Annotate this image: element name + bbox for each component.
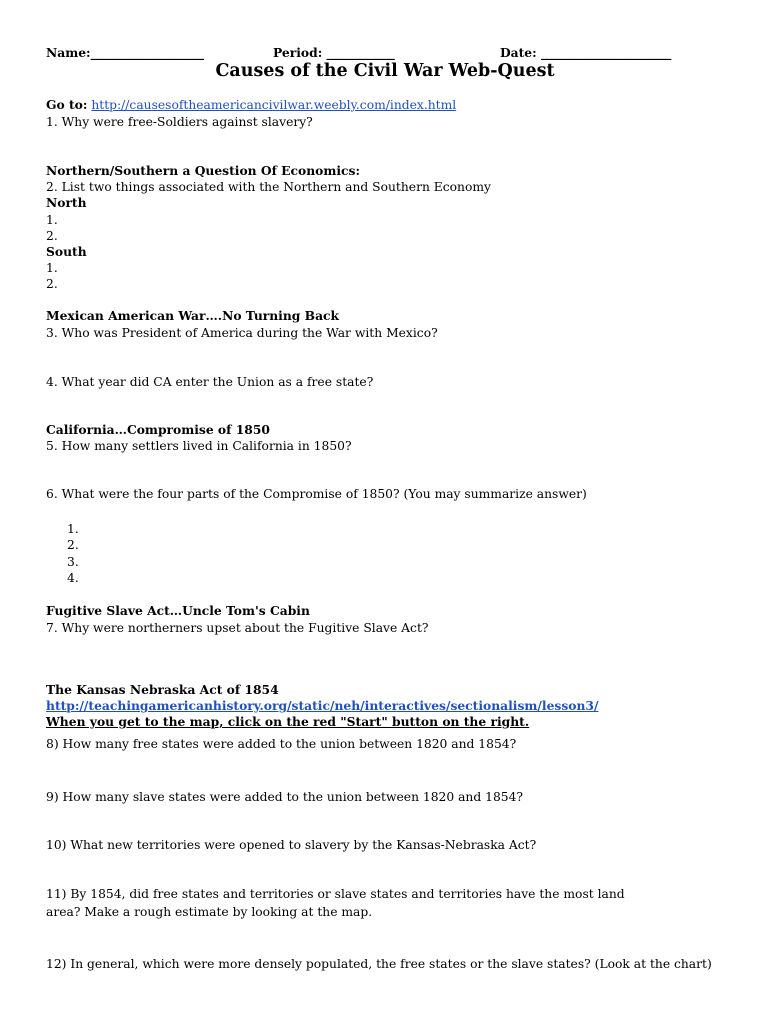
california-heading: California…Compromise of 1850: [46, 422, 270, 437]
date-field[interactable]: [500, 45, 671, 60]
question-3: 3. Who was President of America during the War with Mexico?: [46, 326, 438, 340]
fugitive-heading: Fugitive Slave Act…Uncle Tom's Cabin: [46, 603, 310, 618]
question-1: 1. Why were free-Soldiers against slavery?: [46, 115, 313, 129]
north-label: North: [46, 195, 87, 210]
date-label: Date:: [500, 45, 537, 60]
question-4: 4. What year did CA enter the Union as a free state?: [46, 375, 374, 389]
name-label: Name:: [46, 45, 91, 60]
south-item-2: 2.: [46, 277, 58, 291]
question-11-line-2: area? Make a rough estimate by looking at the map.: [46, 905, 373, 919]
compromise-item-3: 3.: [67, 555, 79, 569]
compromise-item-2: 2.: [67, 538, 79, 552]
period-label: Period:: [273, 45, 323, 60]
period-blank: ____________: [326, 45, 395, 60]
kansas-link-line: [46, 698, 598, 714]
question-10: 10) What new territories were opened to slavery by the Kansas-Nebraska Act?: [46, 838, 537, 852]
south-item-1: 1.: [46, 261, 58, 275]
date-blank: _______________________: [540, 45, 671, 60]
question-8: 8) How many free states were added to the union between 1820 and 1854?: [46, 737, 517, 751]
period-field[interactable]: [273, 45, 394, 60]
question-2: 2. List two things associated with the Northern and Southern Economy: [46, 180, 491, 194]
compromise-item-1: 1.: [67, 522, 79, 536]
name-blank: ____________________: [90, 45, 204, 60]
south-label: South: [46, 244, 87, 259]
compromise-item-4: 4.: [67, 571, 79, 585]
goto-label: Go to:: [46, 97, 88, 112]
north-item-1: 1.: [46, 213, 58, 227]
goto-link[interactable]: http://causesoftheamericancivilwar.weebly.com/index.html: [91, 98, 457, 112]
question-5: 5. How many settlers lived in California in 1850?: [46, 439, 352, 453]
name-field[interactable]: [46, 45, 204, 60]
page-title: Causes of the Civil War Web-Quest: [215, 61, 555, 81]
question-9: 9) How many slave states were added to the union between 1820 and 1854?: [46, 790, 524, 804]
question-12: 12) In general, which were more densely populated, the free states or the slave states? (Look at the chart): [46, 957, 712, 971]
kansas-link[interactable]: http://teachingamericanhistory.org/static/neh/interactives/sectionalism/lesson3/: [46, 698, 599, 713]
kansas-heading: The Kansas Nebraska Act of 1854: [46, 682, 279, 697]
question-11-line-1: 11) By 1854, did free states and territories or slave states and territories have the most land: [46, 887, 625, 901]
map-instruction: When you get to the map, click on the red "Start" button on the right.: [46, 714, 530, 729]
north-item-2: 2.: [46, 229, 58, 243]
goto-line: [46, 97, 456, 113]
mexican-war-heading: Mexican American War….No Turning Back: [46, 308, 340, 323]
question-7: 7. Why were northerners upset about the Fugitive Slave Act?: [46, 621, 429, 635]
question-6: 6. What were the four parts of the Compromise of 1850? (You may summarize answer): [46, 487, 587, 501]
economics-heading: Northern/Southern a Question Of Economics:: [46, 163, 360, 178]
